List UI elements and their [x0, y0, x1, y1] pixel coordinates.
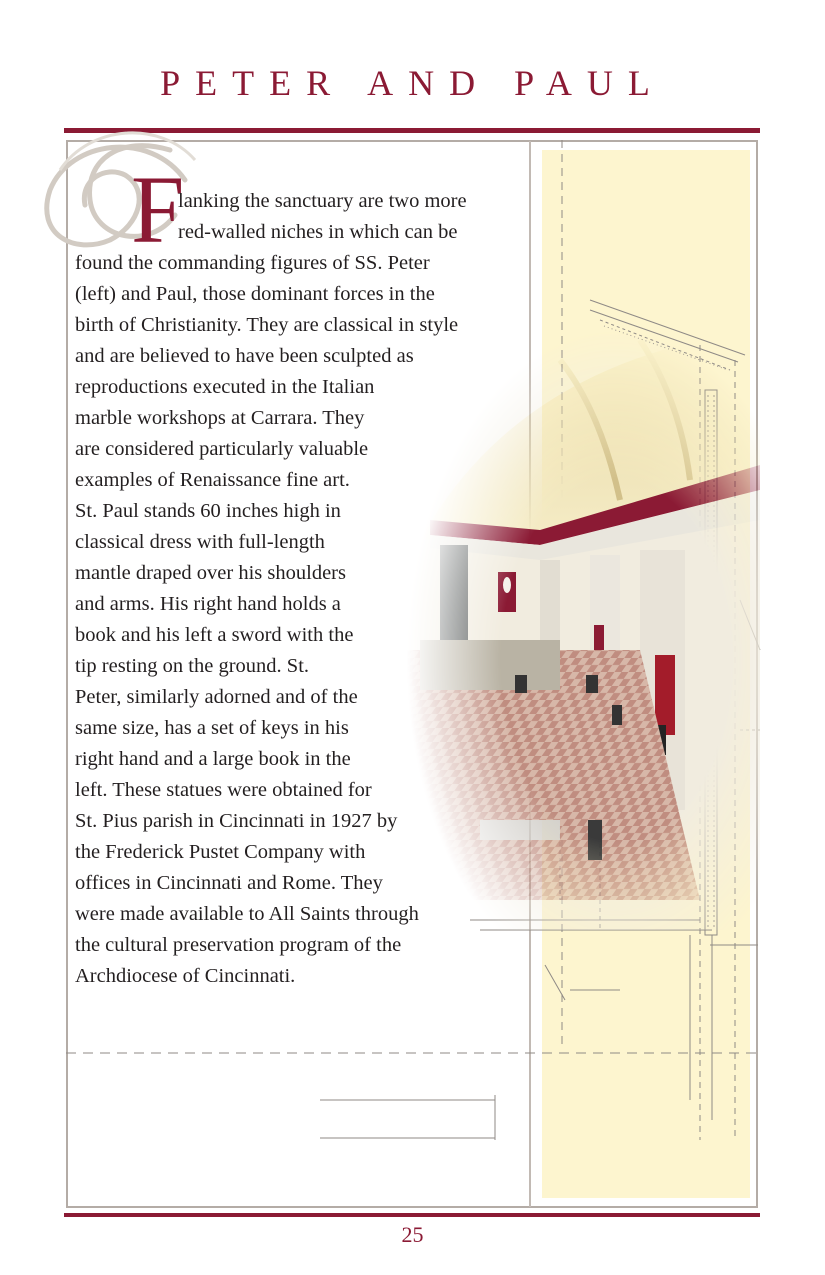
text-line: same size, has a set of keys in his — [75, 717, 349, 739]
text-line: left. These statues were obtained for — [75, 779, 372, 801]
text-line: mantle draped over his shoulders — [75, 562, 346, 584]
text-line: book and his left a sword with the — [75, 624, 354, 646]
text-line: right hand and a large book in the — [75, 748, 351, 770]
text-line: were made available to All Saints through — [75, 903, 419, 925]
text-line: birth of Christianity. They are classical in style — [75, 314, 459, 336]
text-line: the Frederick Pustet Company with — [75, 841, 366, 863]
text-line: St. Paul stands 60 inches high in — [75, 500, 341, 522]
text-line: tip resting on the ground. St. — [75, 655, 310, 677]
text-line: are considered particularly valuable — [75, 438, 369, 460]
text-line: examples of Renaissance fine art. — [75, 469, 350, 491]
text-line: Archdiocese of Cincinnati. — [75, 965, 296, 987]
text-line: lanking the sanctuary are two more — [178, 190, 467, 212]
text-line: found the commanding figures of SS. Peter — [75, 252, 430, 274]
text-line: marble workshops at Carrara. They — [75, 407, 365, 429]
text-line: Peter, similarly adorned and of the — [75, 686, 358, 708]
page-title: PETER AND PAUL — [160, 63, 665, 103]
text-line: (left) and Paul, those dominant forces in the — [75, 283, 435, 305]
text-line: reproductions executed in the Italian — [75, 376, 375, 398]
text-line: offices in Cincinnati and Rome. They — [75, 872, 383, 894]
text-line: and arms. His right hand holds a — [75, 593, 341, 615]
article-body — [75, 186, 515, 992]
drop-cap: F — [131, 156, 185, 263]
page-number: 25 — [401, 1222, 424, 1247]
text-line: and are believed to have been sculpted as — [75, 345, 414, 367]
text-line: classical dress with full-length — [75, 531, 325, 553]
bottom-rule — [64, 1213, 760, 1217]
text-line: St. Pius parish in Cincinnati in 1927 by — [75, 810, 398, 832]
text-line: the cultural preservation program of the — [75, 934, 402, 956]
text-line: red-walled niches in which can be — [178, 221, 458, 243]
